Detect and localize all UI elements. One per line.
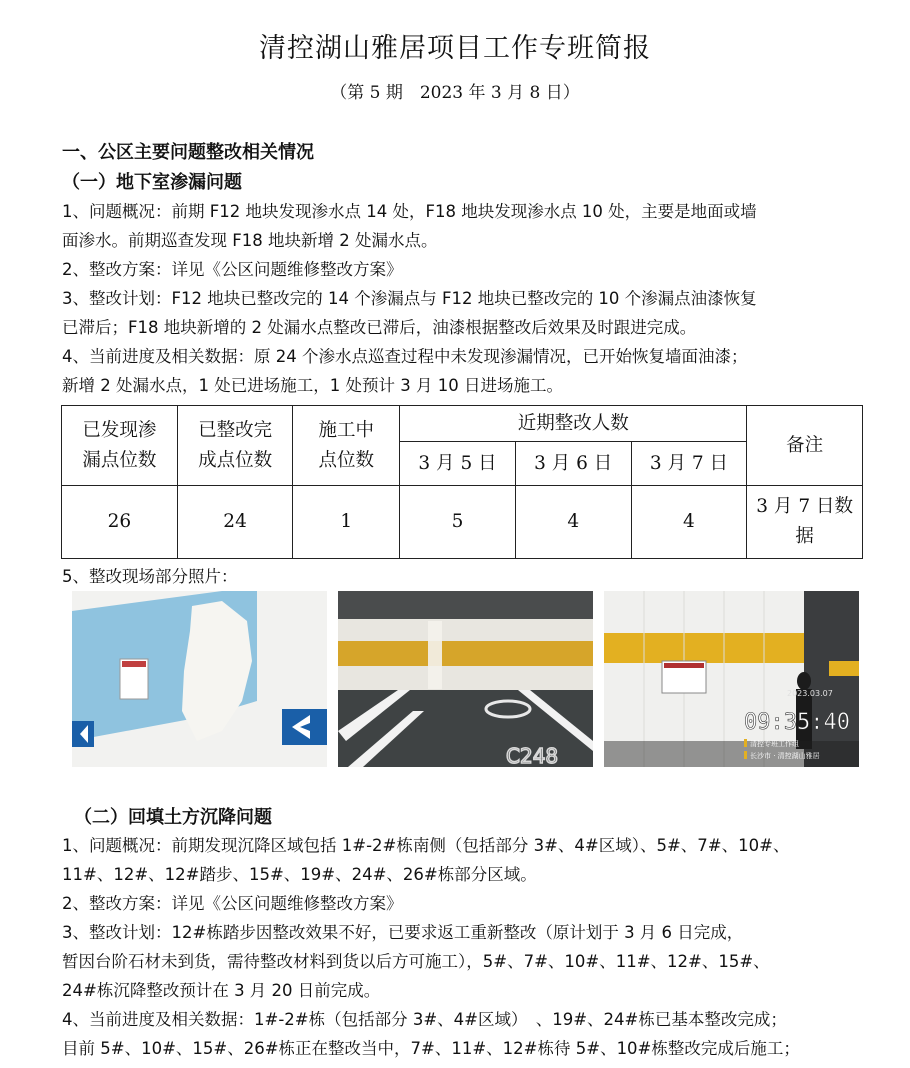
table-header: 已发现渗 漏点位数 [62, 406, 178, 486]
paragraph [62, 831, 882, 1063]
subsection-heading-leak: （一）地下室渗漏问题 [62, 172, 242, 193]
text-line: 2、整改方案：详见《公区问题维修整改方案》 [62, 260, 403, 279]
photo-watermark-line: 长沙市 · 清控湖山雅居 [750, 752, 820, 760]
table-row [62, 486, 863, 559]
table-header: 3 月 6 日 [515, 442, 631, 486]
photos-label: 5、整改现场部分照片： [62, 567, 238, 586]
text-line: 1、问题概况：前期发现沉降区域包括 1#-2#栋南侧（包括部分 3#、4#区域）、5#、7#、10#、 [62, 836, 790, 855]
subsection-heading-settlement: （二）回填土方沉降问题 [74, 807, 272, 828]
text-line: 11#、12#、12#踏步、15#、19#、24#、26#栋部分区域。 [62, 865, 537, 884]
table-cell: 3 月 7 日数 据 [747, 486, 863, 559]
text-line: 暂因台阶石材未到货，需待整改材料到货以后方可施工），5#、7#、10#、11#、12#、15#、 [62, 952, 770, 971]
table-header: 3 月 7 日 [631, 442, 747, 486]
table-header: 备注 [747, 406, 863, 486]
text-line: 已滞后；F18 地块新增的 2 处漏水点整改已滞后，油漆根据整改后效果及时跟进完成。 [62, 318, 697, 337]
photo-date: 2023.03.07 [787, 689, 833, 698]
text-line: 24#栋沉降整改预计在 3 月 20 日前完成。 [62, 981, 381, 1000]
text-line: 1、问题概况：前期 F12 地块发现渗水点 14 处，F18 地块发现渗水点 10 处，主要是地面或墙 [62, 202, 757, 221]
table-header: 施工中 点位数 [293, 406, 400, 486]
text-line: 2、整改方案：详见《公区问题维修整改方案》 [62, 894, 403, 913]
site-photo-timestamped [604, 591, 859, 767]
paragraph [62, 197, 882, 400]
text-line: 新增 2 处漏水点，1 处已进场施工，1 处预计 3 月 10 日进场施工。 [62, 376, 563, 395]
table-cell: 4 [515, 486, 631, 559]
site-photo-parking [338, 591, 593, 767]
site-photo-wall-repair [72, 591, 327, 767]
text-line: 目前 5#、10#、15#、26#栋正在整改当中，7#、11#、12#栋待 5#、10#栋整改完成后施工； [62, 1039, 800, 1058]
leak-data-table [61, 405, 863, 559]
page-title: 清控湖山雅居项目工作专班简报 [259, 33, 651, 64]
table-header: 3 月 5 日 [400, 442, 516, 486]
table-cell: 5 [400, 486, 516, 559]
text-line: 面渗水。前期巡查发现 F18 地块新增 2 处漏水点。 [62, 231, 438, 250]
photo-time: 09:35:40 [744, 710, 850, 735]
table-cell: 24 [177, 486, 293, 559]
section-heading: 一、公区主要问题整改相关情况 [62, 142, 314, 163]
text-line: 3、整改计划：12#栋踏步因整改效果不好，已要求返工重新整改（原计划于 3 月 6 日完成， [62, 923, 744, 942]
parking-code: C248 [506, 744, 559, 767]
table-header: 已整改完 成点位数 [177, 406, 293, 486]
text-line: 4、当前进度及相关数据：原 24 个渗水点巡查过程中未发现渗漏情况，已开始恢复墙面油漆； [62, 347, 748, 366]
photo-watermark-line: 清控专班工作组 [750, 740, 799, 748]
issue-subtitle: （第 5 期 2023 年 3 月 8 日） [330, 83, 580, 103]
table-cell: 26 [62, 486, 178, 559]
table-cell: 4 [631, 486, 747, 559]
text-line: 3、整改计划：F12 地块已整改完的 14 个渗漏点与 F12 地块已整改完的 10 个渗漏点油漆恢复 [62, 289, 757, 308]
table-header: 近期整改人数 [400, 406, 747, 442]
table-cell: 1 [293, 486, 400, 559]
text-line: 4、当前进度及相关数据：1#-2#栋（包括部分 3#、4#区域） 、19#、24#栋已基本整改完成； [62, 1010, 787, 1029]
